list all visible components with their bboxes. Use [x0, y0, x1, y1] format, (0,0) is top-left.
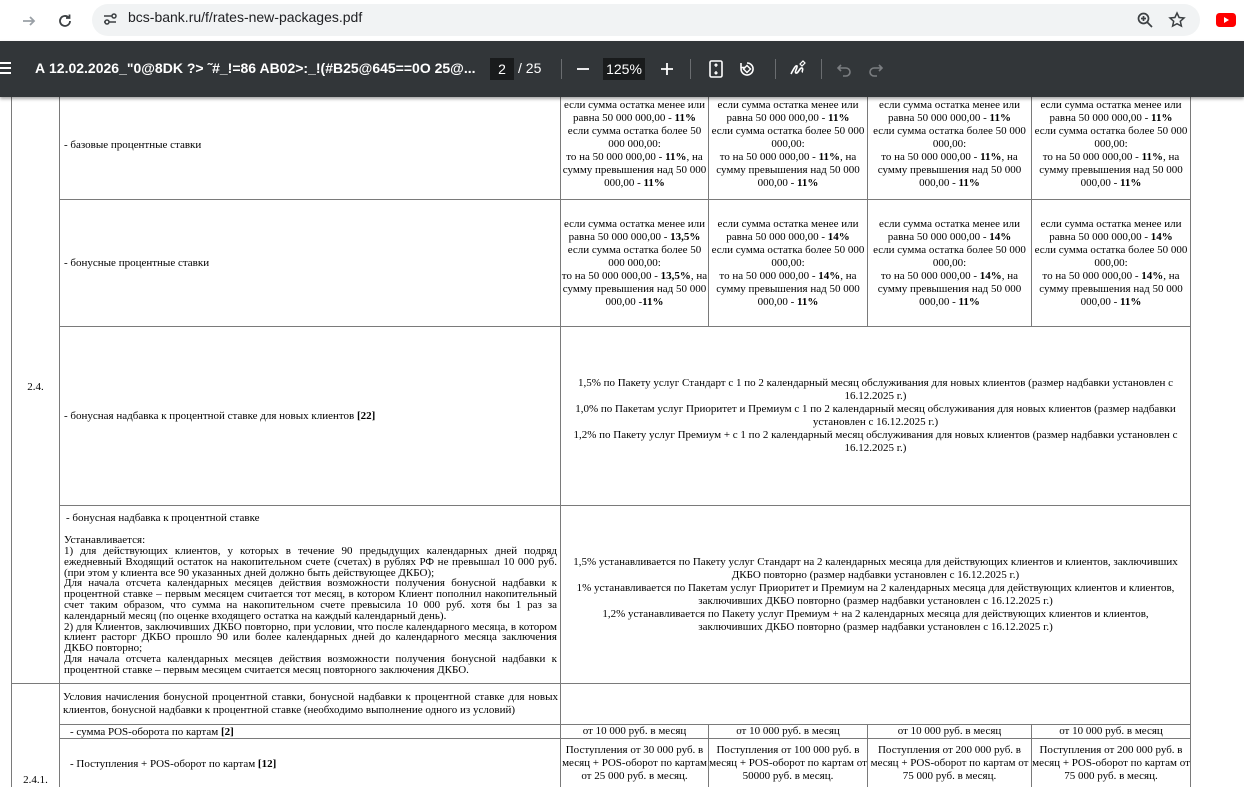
rate-value: 14% — [989, 230, 1012, 243]
income-cell: Поступления от 100 000 руб. в месяц + POS-оборот по картам от 50000 руб. в месяц. — [709, 739, 868, 787]
rate-value: 11% — [642, 295, 664, 308]
rate-text: если сумма остатка более 50 000 000,00: — [873, 125, 1026, 150]
rate-value: 11% — [958, 177, 980, 189]
pos-label-text: - сумма POS-оборота по картам — [70, 725, 221, 738]
base-rate-cell — [561, 97, 709, 200]
rate-text: то на 50 000 000,00 - — [719, 269, 819, 282]
redo-icon[interactable] — [864, 57, 888, 81]
existing-bonus-body-line: Устанавливается: — [64, 534, 146, 547]
bonus-rate-cell — [561, 200, 709, 327]
bonus-line: 1,5% устанавливается по Пакету услуг Стандарт на 2 календарных месяца для действующих клиентов и клиентов, заключивших ДКБО повторно (размер надбавки установлен с 16.12.2025 г.) — [573, 555, 1178, 581]
rate-text: если сумма остатка менее или равна 50 000 000,00 - — [1040, 217, 1182, 243]
pos-cell: от 10 000 руб. в месяц — [868, 725, 1032, 739]
rate-text: если сумма остатка менее или равна 50 000 000,00 - — [1040, 99, 1182, 124]
reload-icon[interactable] — [52, 8, 78, 34]
income-cell: Поступления от 30 000 руб. в месяц + POS-оборот по картам от 25 000 руб. в месяц. — [561, 739, 709, 787]
rate-text: если сумма остатка более 50 000 000,00: — [711, 243, 865, 269]
undo-icon[interactable] — [832, 57, 856, 81]
base-rate-cell — [868, 97, 1032, 200]
rate-text: если сумма остатка более 50 000 000,00: — [1034, 243, 1188, 269]
pos-cell: от 10 000 руб. в месяц — [709, 725, 868, 739]
rate-text: то на 50 000 000,00 - — [566, 151, 666, 163]
rate-text: если сумма остатка более 50 000 000,00: — [567, 125, 702, 150]
table-row-pos — [12, 725, 1191, 739]
table-row-income-pos — [12, 739, 1191, 787]
rate-text: , на сумму превышения над 50 000 000,00 - — [716, 269, 860, 308]
rate-value: 11% — [674, 112, 696, 124]
rate-text: если сумма остатка менее или равна 50 000 000,00 - — [717, 217, 859, 243]
bonus-line: 1,2% по Пакету услуг Премиум + с 1 по 2 календарный месяц обслуживания для новых клиентов (размер надбавки установлен с 16.12.2025 г.) — [573, 429, 1178, 454]
forward-icon[interactable] — [16, 8, 42, 34]
rate-value: 11% — [818, 151, 840, 163]
rate-value: 14% — [1141, 269, 1164, 282]
rate-text: то на 50 000 000,00 - — [1042, 151, 1142, 163]
toolbar-divider — [821, 59, 822, 79]
table-row-base-rates — [12, 97, 1191, 200]
page-number-input[interactable]: 2 — [490, 58, 514, 80]
income-cell: Поступления от 200 000 руб. в месяц + POS-оборот по картам от 75 000 руб. в месяц. — [1032, 739, 1191, 787]
rate-text: , на сумму превышения над 50 000 000,00 - — [877, 269, 1022, 308]
footnote-ref[interactable]: [2] — [220, 725, 234, 738]
rate-text: если сумма остатка более 50 000 000,00: — [873, 243, 1026, 269]
rate-text: , на сумму превышения над 50 000 000,00 - — [1039, 269, 1183, 308]
toolbar-divider — [775, 59, 776, 79]
existing-bonus-body-line: Для начала отсчета календарных месяцев действия возможности получения бонусной надбавки к процентной ставке – первым месяцем считается тот месяц, в котором Клиент пополнил накопительный счет таким образом, что сумма на накопительном счете превысила 10 000 руб. хотя бы 1 раз за календарный месяц (по оценке входящего остатка на каждый календарный день). — [64, 577, 557, 622]
rate-text: если сумма остатка менее или равна 50 000 000,00 - — [717, 99, 859, 124]
rate-value: 11% — [828, 112, 850, 124]
pdf-page-view[interactable] — [0, 97, 1244, 787]
income-cell: Поступления от 200 000 руб. в месяц + POS-оборот по картам от 75 000 руб. в месяц. — [868, 739, 1032, 787]
section-number-2-4-1: 2.4.1. — [12, 684, 60, 787]
existing-bonus-body-line: Для начала отсчета календарных месяцев действия возможности получения бонусной надбавки к процентной ставке – первым месяцем считается месяц повторного заключения ДКБО. — [64, 652, 557, 676]
rate-value: 14% — [818, 269, 841, 282]
rate-value: 11% — [1151, 112, 1173, 124]
rotate-icon[interactable] — [735, 57, 759, 81]
annotate-pen-icon[interactable] — [786, 57, 810, 81]
rate-text: то на 50 000 000,00 - — [561, 269, 661, 282]
existing-clients-bonus-text — [561, 506, 1191, 684]
url-text[interactable]: bcs-bank.ru/f/rates-new-packages.pdf — [128, 9, 363, 25]
rate-value: 11% — [989, 112, 1011, 124]
zoom-in-icon[interactable] — [655, 57, 679, 81]
rate-text: если сумма остатка менее или равна 50 000 000,00 - — [563, 217, 706, 243]
rate-value: 11% — [1120, 295, 1142, 308]
table-row-existing-clients-bonus — [12, 506, 1191, 684]
table-row-new-clients-bonus — [12, 327, 1191, 506]
rate-value: 11% — [643, 177, 665, 189]
rate-value: 11% — [665, 151, 687, 163]
pos-cell: от 10 000 руб. в месяц — [1032, 725, 1191, 739]
row-label-income-pos — [60, 739, 561, 787]
zoom-out-icon[interactable] — [571, 57, 595, 81]
rate-value: 14% — [979, 269, 1002, 282]
rate-text: если сумма остатка менее или равна 50 000 000,00 - — [563, 99, 706, 124]
toolbar-divider — [690, 59, 691, 79]
existing-bonus-title: - бонусная надбавка к процентной ставке — [66, 512, 260, 525]
rate-text: то на 50 000 000,00 - — [880, 269, 980, 282]
rate-text: , на сумму превышения над 50 000 000,00 - — [562, 269, 708, 308]
rate-value: 13,5% — [660, 269, 691, 282]
table-row-conditions — [12, 684, 1191, 725]
new-clients-label-text: - бонусная надбавка к процентной ставке для новых клиентов — [64, 410, 357, 422]
existing-bonus-body-line: 2) для Клиентов, заключивших ДКБО повторно, при условии, что после календарного месяца, в котором клиент расторг ДКБО прошло 90 или более календарных дней до календарного месяца заключения ДКБО повторно; — [64, 620, 557, 655]
rate-text: если сумма остатка более 50 000 000,00: — [1034, 125, 1188, 150]
bonus-line: 1% устанавливается по Пакетам услуг Приоритет и Премиум на 2 календарных месяца для действующих клиентов и клиентов, заключивших ДКБО повторно (размер надбавки установлен с 16.12.2025 г.) — [576, 581, 1175, 607]
site-info-icon[interactable] — [100, 9, 120, 29]
table-row-bonus-rates — [12, 200, 1191, 327]
menu-icon[interactable] — [0, 61, 12, 75]
rate-text: , на сумму превышения над 50 000 000,00 - — [1039, 151, 1183, 189]
rate-value: 14% — [827, 230, 850, 243]
rate-value: 13,5% — [670, 230, 701, 243]
rate-value: 11% — [980, 151, 1002, 163]
zoom-level-input[interactable]: 125% — [603, 58, 645, 80]
existing-bonus-body-line: 1) для действующих клиентов, у которых в течение 90 предыдущих календарных дней подряд ежедневный Входящий остаток на накопительном счете (счетах) в рублях РФ не превышал 10 000 руб. (при этом у клиента все 90 указанных дней должно быть действующее ДКБО); — [64, 545, 557, 579]
row-label-pos — [60, 725, 561, 739]
rates-table — [11, 97, 1191, 787]
bonus-line: 1,2% устанавливается по Пакету услуг Премиум + на 2 календарных месяца для действующих клиентов и клиентов, заключивших ДКБО повторно (размер надбавки установлен с 16.12.2025 г.) — [602, 607, 1149, 633]
rate-value: 14% — [1150, 230, 1173, 243]
page-total: / 25 — [518, 60, 542, 76]
row-label-bonus-rates: - бонусные процентные ставки — [60, 200, 561, 327]
conditions-label: Условия начисления бонусной процентной ставки, бонусной надбавки к процентной ставке для новых клиентов, бонусной надбавки к процентной ставке (необходимо выполнение одного из условий) — [60, 684, 561, 725]
bonus-rate-cell — [1032, 200, 1191, 327]
row-label-existing-clients-bonus — [60, 506, 561, 684]
footnote-ref[interactable]: [12] — [257, 757, 277, 770]
fit-page-icon[interactable] — [704, 57, 728, 81]
bonus-line: 1,0% по Пакетам услуг Приоритет и Премиум с 1 по 2 календарный месяц обслуживания для новых клиентов (размер надбавки установлен с 16.12.2025 г.) — [575, 403, 1176, 428]
rate-value: 11% — [797, 177, 819, 189]
base-rate-cell — [709, 97, 868, 200]
browser-address-bar — [0, 0, 1244, 41]
rate-text: если сумма остатка более 50 000 000,00: — [567, 243, 702, 269]
section-number-2-4: 2.4. — [12, 97, 60, 684]
bonus-rate-cell — [709, 200, 868, 327]
bonus-line: 1,5% по Пакету услуг Стандарт с 1 по 2 календарный месяц обслуживания для новых клиентов (размер надбавки установлен с 16.12.2025 г.) — [577, 377, 1174, 402]
rate-text: , на сумму превышения над 50 000 000,00 - — [562, 151, 707, 189]
base-rate-cell — [1032, 97, 1191, 200]
pos-cell: от 10 000 руб. в месяц — [561, 725, 709, 739]
rate-value: 11% — [958, 295, 980, 308]
row-label-base-rates: - базовые процентные ставки — [60, 97, 561, 200]
rate-text: если сумма остатка более 50 000 000,00: — [711, 125, 865, 150]
rate-text: если сумма остатка менее или равна 50 000 000,00 - — [878, 99, 1021, 124]
youtube-icon[interactable] — [1214, 8, 1238, 32]
conditions-empty-cell — [561, 684, 1191, 725]
rate-text: , на сумму превышения над 50 000 000,00 - — [877, 151, 1022, 189]
footnote-ref[interactable]: [22] — [357, 410, 376, 422]
rate-text: то на 50 000 000,00 - — [1042, 269, 1142, 282]
income-label-text: - Поступления + POS-оборот по картам — [70, 757, 258, 770]
new-clients-bonus-text — [561, 327, 1191, 506]
rate-text: , на сумму превышения над 50 000 000,00 - — [716, 151, 860, 189]
bookmark-star-icon[interactable] — [1165, 8, 1189, 32]
rate-text: то на 50 000 000,00 - — [719, 151, 819, 163]
pdf-toolbar — [0, 41, 1244, 97]
toolbar-divider — [561, 59, 562, 79]
rate-value: 11% — [1120, 177, 1142, 189]
rate-text: то на 50 000 000,00 - — [881, 151, 981, 163]
row-label-new-clients-bonus — [60, 327, 561, 506]
rate-value: 11% — [1141, 151, 1163, 163]
zoom-icon[interactable] — [1133, 8, 1157, 32]
rate-text: если сумма остатка менее или равна 50 000 000,00 - — [878, 217, 1021, 243]
bonus-rate-cell — [868, 200, 1032, 327]
rate-value: 11% — [797, 295, 819, 308]
document-title: А 12.02.2026_"0@8DK ?> ˜#_!=86 AB02>:_!(#B25@645==0O 25@... — [35, 60, 476, 76]
